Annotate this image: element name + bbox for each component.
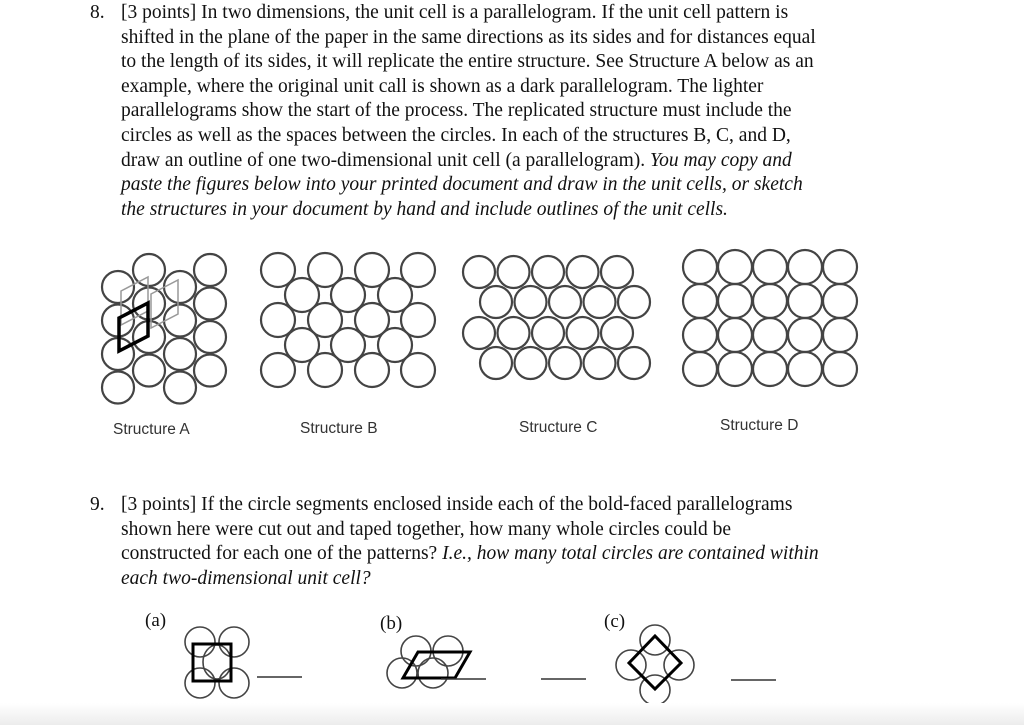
- circle: [480, 347, 512, 379]
- circle: [683, 250, 717, 284]
- italic-text: the structures in your document by hand and include outlines of the unit cells.: [121, 198, 728, 220]
- circle: [532, 317, 564, 349]
- unit-cell-outline: [629, 636, 681, 689]
- circle: [753, 352, 787, 386]
- structure-c-label: Structure C: [519, 419, 598, 436]
- text-line: example, where the original unit call is shown as a dark parallelogram. The lighter: [121, 75, 764, 97]
- circle: [378, 278, 412, 312]
- circle: [549, 286, 581, 318]
- question-number: 9.: [90, 494, 105, 515]
- circle: [185, 627, 215, 657]
- text-line: [3 points] If the circle segments enclosed inside each of the bold-faced parallelograms: [121, 494, 793, 515]
- circle: [285, 278, 319, 312]
- circle: [601, 256, 633, 288]
- circle: [549, 347, 581, 379]
- text-line: shown here were cut out and taped together, how many whole circles could be: [121, 518, 732, 540]
- circle: [532, 256, 564, 288]
- circle: [203, 645, 231, 679]
- circle: [164, 372, 196, 404]
- option-c-label: (c): [604, 611, 626, 632]
- circle: [683, 284, 717, 318]
- circle: [718, 284, 752, 318]
- circle: [194, 355, 226, 387]
- circle: [601, 317, 633, 349]
- text-line: parallelograms show the start of the process. The replicated structure must include the: [121, 100, 792, 122]
- circle: [498, 256, 530, 288]
- circle: [567, 256, 599, 288]
- circle: [567, 317, 599, 349]
- circle: [618, 286, 650, 318]
- text-line: [3 points] In two dimensions, the unit cell is a parallelogram. If the unit cell pattern is: [121, 2, 789, 23]
- circle: [640, 625, 670, 655]
- circle: [753, 250, 787, 284]
- circle: [194, 254, 226, 286]
- text-line: circles as well as the spaces between the circles. In each of the structures B, C, and D,: [121, 124, 791, 146]
- circle: [788, 250, 822, 284]
- structure-b-label: Structure B: [300, 420, 378, 437]
- circle: [823, 352, 857, 386]
- circle: [788, 352, 822, 386]
- circle: [331, 278, 365, 312]
- circle: [285, 328, 319, 362]
- option-a-label: (a): [145, 610, 167, 631]
- text-line: to the length of its sides, it will replicate the entire structure. See Structure A below as an: [121, 51, 814, 73]
- circle: [164, 305, 196, 337]
- circle: [194, 288, 226, 320]
- circle: [463, 317, 495, 349]
- circle: [102, 372, 134, 404]
- circle: [331, 328, 365, 362]
- circle: [378, 328, 412, 362]
- circle: [515, 286, 547, 318]
- circle: [219, 668, 249, 698]
- circle: [718, 318, 752, 352]
- italic-text: each two-dimensional unit cell?: [121, 567, 371, 589]
- circle: [788, 318, 822, 352]
- circle: [683, 318, 717, 352]
- circle: [164, 271, 196, 303]
- option-b-label: (b): [380, 613, 403, 634]
- circle: [584, 347, 616, 379]
- circle: [718, 352, 752, 386]
- circle: [753, 318, 787, 352]
- circle: [618, 347, 650, 379]
- circle: [584, 286, 616, 318]
- italic-text: You may copy and: [650, 149, 792, 171]
- circle: [219, 627, 249, 657]
- text-line: shifted in the plane of the paper in the same directions as its sides and for distances equal: [121, 26, 816, 48]
- circle: [194, 321, 226, 353]
- question-number: 8.: [90, 2, 105, 23]
- text-line: draw an outline of one two-dimensional unit cell (a parallelogram).: [121, 149, 651, 171]
- circle: [683, 352, 717, 386]
- text-line: constructed for each one of the patterns?: [121, 543, 443, 565]
- circle: [718, 250, 752, 284]
- circle: [823, 250, 857, 284]
- italic-text: paste the figures below into your printed document and draw in the unit cells, or sketch: [121, 174, 803, 196]
- circle: [515, 347, 547, 379]
- circle: [164, 338, 196, 370]
- circle: [753, 284, 787, 318]
- circle: [418, 658, 448, 688]
- circle: [480, 286, 512, 318]
- circle: [463, 256, 495, 288]
- italic-text: I.e., how many total circles are contained within: [442, 543, 819, 565]
- circle: [133, 254, 165, 286]
- circle: [788, 284, 822, 318]
- circle: [823, 318, 857, 352]
- structure-a-label: Structure A: [113, 421, 190, 438]
- circle: [133, 355, 165, 387]
- circle: [823, 284, 857, 318]
- page-edge: [0, 703, 1024, 725]
- circle: [498, 317, 530, 349]
- circle: [185, 668, 215, 698]
- structure-d-label: Structure D: [720, 417, 799, 434]
